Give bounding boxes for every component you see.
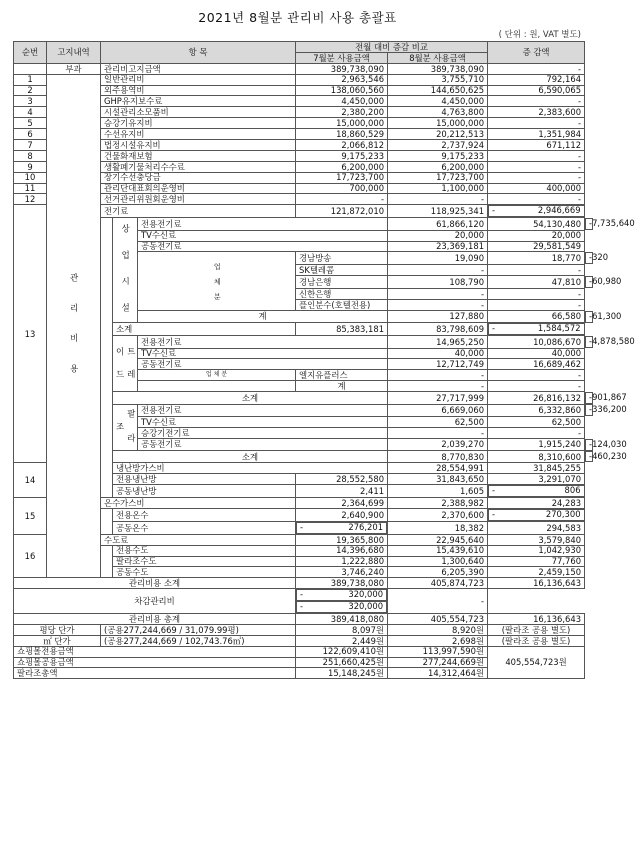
prev-amount: 17,723,700 [296,172,388,183]
curr-amount: 2,698원 [388,635,488,646]
minus-sign: - [300,521,304,532]
curr-amount: 14,312,464원 [388,668,488,679]
change-amount [585,404,627,416]
curr-amount: 6,332,860 [488,404,585,416]
curr-amount: 3,755,710 [388,74,488,85]
prev-amount: 14,965,250 [388,336,488,348]
header-prev: 7월분 사용금액 [296,52,388,63]
row-no: 13 [14,205,47,463]
change-amount: 671,112 [488,140,585,151]
row-no: 16 [14,534,47,578]
indent-cell [101,485,113,498]
prev-amount: 108,790 [388,276,488,289]
prev-amount: 2,380,200 [296,107,388,118]
prev-amount: 15,148,245원 [296,668,388,679]
curr-amount: 405,874,723 [388,578,488,589]
section-commercial: 상 업 시 설 [113,218,138,323]
item-label: 선거관리위원회운영비 [101,194,296,205]
item-label: 승강기유지비 [101,118,296,129]
change-amount: 2,459,150 [488,567,585,578]
prev-amount: 9,175,233 [296,150,388,161]
section-trade-business: 업 체 분 [138,370,296,381]
change-amount-value: 806 [564,485,581,496]
item-label: 공동온수 [113,521,296,534]
change-amount: 2,383,600 [488,107,585,118]
curr-amount: - [488,265,585,276]
table-row [14,589,585,614]
header-item: 항 목 [101,42,296,64]
item-label: 전용수도 [113,545,296,556]
curr-amount: 16,689,462 [488,359,585,370]
prev-amount: 700,000 [296,183,388,194]
item-label: 경남은행 [296,276,388,289]
prev-amount: 3,746,240 [296,567,388,578]
curr-amount: 8,920원 [388,624,488,635]
prev-amount: 127,880 [388,310,488,322]
minus-sign: - [589,335,593,346]
change-amount [585,252,609,264]
minus-sign: - [300,589,304,600]
change-amount-value: 270,300 [545,509,581,520]
prev-amount: 389,738,080 [296,578,388,589]
curr-amount: 144,650,625 [388,85,488,96]
curr-amount: 15,439,610 [388,545,488,556]
note: (팔라조 공용 별도) [488,624,585,635]
header-change: 증 감액 [488,42,585,64]
prev-amount: 62,500 [388,416,488,427]
curr-amount-value: 320,000 [348,601,384,612]
item-label: 경남방송 [296,252,388,265]
item-label: 수선유지비 [101,129,296,140]
row-no: 15 [14,498,47,535]
curr-amount: 277,244,669원 [388,657,488,668]
table-row [14,635,585,646]
row-gap [101,218,113,474]
unit-note: ( 단위 : 원, VAT 별도) [498,30,581,40]
table-row [14,63,585,74]
curr-amount: - [388,194,488,205]
minus-sign: - [492,509,496,520]
item-label: SK텔레콤 [296,265,388,276]
item-label: 장기수선충당금 [101,172,296,183]
curr-amount: 113,997,590원 [388,646,488,657]
item-label: 신한은행 [296,289,388,300]
row-no: 14 [14,463,47,498]
prev-amount: 122,609,410원 [296,646,388,657]
row-no: 8 [14,150,47,161]
curr-amount: - [488,370,585,381]
change-amount-value: 320 [592,252,609,263]
item-label: 승강기전기료 [138,427,388,438]
prev-amount: - [388,289,488,300]
row-no: 11 [14,183,47,194]
prev-amount: - [296,194,388,205]
item-label: 공동전기료 [138,241,388,252]
item-label: 공동전기료 [138,359,388,370]
curr-amount: - [488,381,585,392]
prev-amount: 23,369,181 [388,241,488,252]
row-no [14,63,47,74]
change-amount: 1,042,930 [488,545,585,556]
change-amount [585,310,622,323]
prev-amount: 6,200,000 [296,161,388,172]
change-amount [488,509,585,521]
prev-amount: 61,866,120 [388,218,488,230]
prev-amount: 8,770,830 [388,451,488,463]
curr-amount: 40,000 [488,348,585,359]
prev-amount: - [388,427,488,438]
curr-amount: 1,100,000 [388,183,488,194]
item-label: 계 [138,310,388,322]
minus-sign: - [589,310,593,321]
change-amount-value: 4,878,580 [592,335,635,346]
item-label: TV수신료 [138,230,388,241]
total-label: 관리비용 총계 [14,614,296,625]
minus-sign: - [589,404,593,414]
curr-amount: 66,580 [488,310,585,322]
minus-sign: - [300,601,304,612]
unit-price-label: 평당 단가 [14,624,101,635]
item-label: 소계 [113,392,388,404]
prev-amount: 12,712,749 [388,359,488,370]
change-amount: - [488,161,585,172]
table-row [14,646,585,657]
curr-amount: 6,200,000 [388,161,488,172]
change-amount-value: 7,735,640 [592,217,635,228]
item-label: 전용전기료 [138,336,388,348]
change-amount-value: 2,946,669 [537,205,581,216]
prev-amount: 1,222,880 [296,556,388,567]
curr-amount: 389,738,090 [388,63,488,74]
prev-amount: 389,418,080 [296,614,388,625]
curr-amount: 4,763,800 [388,107,488,118]
prev-amount: - [388,381,488,392]
expense-summary-table [13,41,635,679]
change-amount-value: 1,584,572 [537,323,581,334]
item-label: 건물화재보험 [101,150,296,161]
curr-amount: 10,086,670 [488,336,585,348]
item-label: 소계 [113,323,296,336]
prev-amount: 2,039,270 [388,438,488,450]
prev-amount: 2,640,900 [296,509,388,522]
blank-cell [138,381,296,392]
change-amount-value: 336,200 [592,404,627,414]
total-label: 관리비용 소계 [14,578,296,589]
item-label: GHP유지보수료 [101,96,296,107]
curr-amount: 2,737,924 [388,140,488,151]
item-label: 수도료 [101,534,296,545]
prev-amount: 138,060,560 [296,85,388,96]
note: (팔라조 공용 별도) [488,635,585,646]
item-label: 전용전기료 [138,218,388,230]
row-no: 10 [14,172,47,183]
prev-amount: 18,860,529 [296,129,388,140]
item-label: 일반관리비 [101,74,296,85]
curr-amount: 17,723,700 [388,172,488,183]
prev-amount: - [388,299,488,310]
change-amount: - [488,118,585,129]
prev-amount: 2,066,812 [296,140,388,151]
change-amount: 24,283 [488,498,585,509]
table-row [14,578,585,589]
item-label: 생활폐기물처리수수료 [101,161,296,172]
section-label: 부과 [47,63,101,74]
change-amount-value: 124,030 [592,438,627,449]
prev-amount: 27,717,999 [388,392,488,404]
indent-cell [101,474,113,485]
row-no: 5 [14,118,47,129]
curr-amount: 20,212,513 [388,129,488,140]
unit-price-formula: (공용277,244,669 / 31,079.99평) [101,624,296,635]
curr-amount: 31,845,255 [488,463,585,474]
change-amount [488,485,585,497]
change-amount: 77,760 [488,556,585,567]
change-amount: - [488,194,585,205]
change-amount: 16,136,643 [488,578,585,589]
change-amount: - [488,172,585,183]
row-no: 3 [14,96,47,107]
change-amount: 6,590,065 [488,85,585,96]
table-body [14,41,635,679]
minus-sign: - [492,205,496,216]
item-label: 공동수도 [113,567,296,578]
prev-amount: 121,872,010 [296,205,388,218]
prev-amount: 4,450,000 [296,96,388,107]
item-label: 공동냉난방 [113,485,296,498]
change-amount-value: 901,867 [592,392,627,403]
indent-cell [101,521,113,534]
prev-amount: 14,396,680 [296,545,388,556]
change-amount [585,392,627,404]
curr-amount: 6,205,390 [388,567,488,578]
change-amount: - [488,150,585,161]
row-no: 4 [14,107,47,118]
prev-amount-value: 320,000 [348,589,384,600]
change-amount: 3,291,070 [488,474,585,485]
prev-amount: 2,364,699 [296,498,388,509]
table-row [14,624,585,635]
curr-amount: 2,370,600 [388,509,488,522]
prev-amount: 8,097원 [296,624,388,635]
change-amount-value: 60,980 [592,276,622,287]
table-row [14,614,585,625]
curr-amount: 26,816,132 [488,392,585,404]
prev-amount: 19,365,800 [296,534,388,545]
prev-amount: 6,669,060 [388,404,488,416]
item-label: 전용전기료 [138,404,388,416]
row-no: 12 [14,194,47,205]
change-amount [585,450,627,463]
prev-amount: 28,554,991 [388,463,488,474]
minus-sign: - [589,392,593,403]
prev-amount: 2,449원 [296,635,388,646]
prev-amount: 389,738,090 [296,63,388,74]
header-compare: 전월 대비 증감 비교 [296,42,488,53]
row-no: 1 [14,74,47,85]
change-amount [585,438,627,451]
prev-amount: 19,090 [388,252,488,265]
curr-amount: 20,000 [488,230,585,241]
item-label: TV수신료 [138,416,388,427]
item-label: 엘지유플러스 [296,370,388,381]
unit-price-formula: (공용277,244,669 / 102,743.76㎡) [101,635,296,646]
header-section: 고지내역 [47,42,101,64]
curr-amount: 29,581,549 [488,241,585,252]
change-amount [585,217,635,230]
item-label: 팔라조수도 [113,556,296,567]
prev-amount: 28,552,580 [296,474,388,485]
row-no: 2 [14,85,47,96]
curr-amount: 47,810 [488,276,585,289]
item-label: 쇼핑몰전용금액 [14,646,296,657]
item-label: TV수신료 [138,348,388,359]
prev-amount: 85,383,181 [296,323,388,336]
table-row [14,74,585,85]
header-row [14,42,585,53]
change-amount [585,335,635,348]
minus-sign: - [589,276,593,287]
row-no: 6 [14,129,47,140]
prev-amount [296,589,387,601]
curr-amount: - [488,289,585,300]
indent-cell [101,556,113,567]
item-label: 플인분수(호텔전용) [296,299,388,310]
item-label: 관리단대표회의운영비 [101,183,296,194]
minus-sign: - [589,438,593,449]
curr-amount [296,601,387,613]
change-amount-value: 460,230 [592,450,627,461]
change-amount: - [488,96,585,107]
curr-amount: 8,310,600 [488,451,585,463]
change-amount: 1,351,984 [488,129,585,140]
item-label: 전용온수 [113,509,296,522]
minus-sign: - [589,450,593,461]
curr-amount: 18,382 [388,521,488,534]
minus-sign: - [589,252,593,263]
item-label: 시설관리소모품비 [101,107,296,118]
row-no: 7 [14,140,47,151]
prev-amount: - [388,265,488,276]
prev-amount [296,522,387,534]
item-label: 계 [296,381,388,392]
curr-amount: 62,500 [488,416,585,427]
prev-amount: - [388,370,488,381]
total-label: 차감관리비 [14,589,296,614]
section-business: 업 체 분 [138,252,296,310]
minus-sign: - [589,217,593,228]
item-label: 쇼핑몰공용금액 [14,657,296,668]
curr-amount: 1,605 [388,485,488,498]
change-amount: 792,164 [488,74,585,85]
prev-amount: 20,000 [388,230,488,241]
report-title: 2021년 8월분 관리비 사용 총괄표 [198,10,397,25]
change-amount: - [388,589,488,614]
minus-sign: - [492,485,496,496]
unit-price-label: ㎡ 단가 [14,635,101,646]
curr-amount: 83,798,609 [388,323,488,336]
change-amount: - [488,63,585,74]
curr-amount: 9,175,233 [388,150,488,161]
section-mgmt: 관 리 비 용 [47,74,101,578]
header-no: 순번 [14,42,47,64]
change-amount [585,276,622,288]
item-label: 외주용역비 [101,85,296,96]
curr-amount: 18,770 [488,252,585,265]
item-label: 전용냉난방 [113,474,296,485]
curr-amount: 4,450,000 [388,96,488,107]
indent-cell [101,567,113,578]
prev-amount: 2,963,546 [296,74,388,85]
curr-amount: 54,130,480 [488,218,585,230]
prev-amount-value: 276,201 [348,521,384,532]
item-label: 소계 [113,451,388,463]
item-label: 법정시설유지비 [101,140,296,151]
item-label: 공동전기료 [138,438,388,450]
change-amount [488,205,585,217]
curr-amount: 15,000,000 [388,118,488,129]
grand-total: 405,554,723원 [488,646,585,679]
curr-amount: 118,925,341 [388,205,488,218]
change-amount: 294,583 [488,521,585,534]
change-amount: 3,579,840 [488,534,585,545]
curr-amount: - [488,427,585,438]
prev-amount: 15,000,000 [296,118,388,129]
prev-amount: 40,000 [388,348,488,359]
prev-amount: 251,660,425원 [296,657,388,668]
curr-amount: 405,554,723 [388,614,488,625]
section-pala: 팔 라 조 [113,404,138,451]
curr-amount: 31,843,650 [388,474,488,485]
item-label: 전기료 [101,205,296,218]
item-label: 냉난방가스비 [113,463,388,474]
curr-amount: - [488,299,585,310]
curr-amount: 22,945,640 [388,534,488,545]
prev-amount: 2,411 [296,485,388,498]
change-amount: 400,000 [488,183,585,194]
curr-amount: 1,915,240 [488,438,585,450]
indent-cell [101,509,113,522]
change-amount: 16,136,643 [488,614,585,625]
section-trade: 트 레 이 드 [113,336,138,392]
item-label: 온수가스비 [101,498,296,509]
header-curr: 8월분 사용금액 [388,52,488,63]
indent-cell [101,545,113,556]
minus-sign: - [492,323,496,334]
row-no: 9 [14,161,47,172]
item-label: 팔라조총액 [14,668,296,679]
curr-amount: 2,388,982 [388,498,488,509]
item-label: 관리비고지금액 [101,63,296,74]
change-amount-value: 61,300 [592,310,622,321]
change-amount [488,323,585,335]
curr-amount: 1,300,640 [388,556,488,567]
